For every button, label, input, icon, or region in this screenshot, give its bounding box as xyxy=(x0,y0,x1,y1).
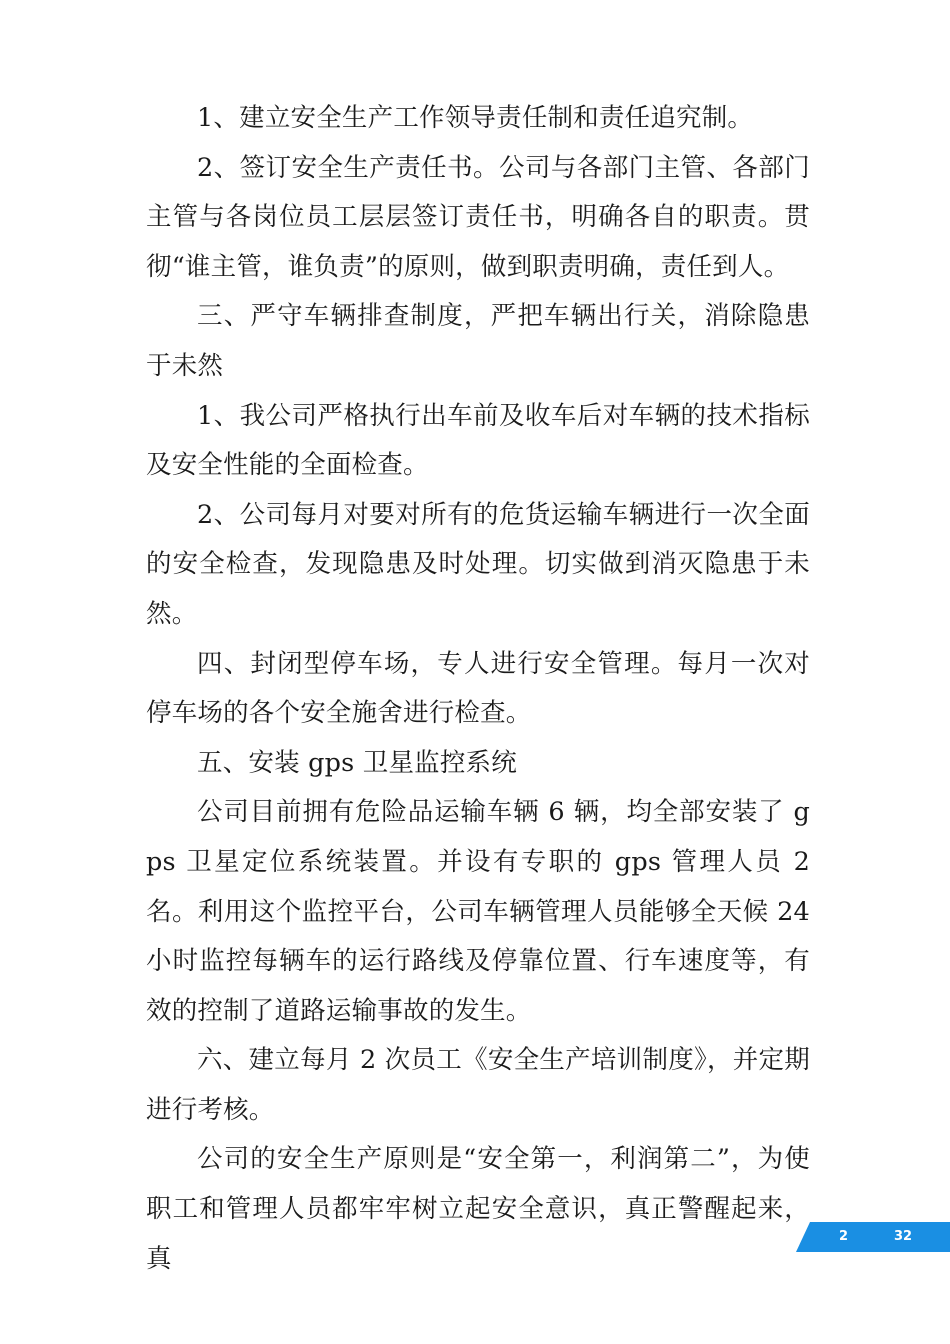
section-heading-6: 六、建立每月 2 次员工《安全生产培训制度》，并定期进行考核。 xyxy=(146,1045,810,1125)
paragraph-3-1: 1、我公司严格执行出车前及收车后对车辆的技术指标及安全性能的全面检查。 xyxy=(146,400,810,481)
paragraph-3-2: 2、公司每月对要对所有的危货运输车辆进行一次全面的安全检查，发现隐患及时处理。切实做到消灭隐患于未然。 xyxy=(146,499,810,629)
footer-band-shape xyxy=(796,1222,950,1252)
document-body xyxy=(146,94,810,1284)
paragraph-1: 1、建立安全生产工作领导责任制和责任追究制。 xyxy=(197,103,754,133)
paragraph-principle: 公司的安全生产原则是“安全第一，利润第二”，为使职工和管理人员都牢牢树立起安全意识，真正警醒起来，真 xyxy=(146,1144,810,1274)
paragraph-2: 2、签订安全生产责任书。公司与各部门主管、各部门主管与各岗位员工层层签订责任书，明确各自的职责。贯彻“谁主管，谁负责”的原则，做到职责明确，责任到人。 xyxy=(146,152,810,282)
section-heading-4: 四、封闭型停车场，专人进行安全管理。每月一次对停车场的各个安全施舍进行检查。 xyxy=(146,648,810,729)
page-total: 32 xyxy=(894,1229,913,1244)
page-number: 2 xyxy=(839,1229,849,1244)
paragraph-gps: 公司目前拥有危险品运输车辆 6 辆，均全部安装了 gps 卫星定位系统装置。并设有专职的 gps 管理人员 2 名。利用这个监控平台，公司车辆管理人员能够全天候 24 小时监控每辆车的运行路线及停靠位置、行车速度等，有效的控制了道路运输事故的发生。 xyxy=(146,797,810,1026)
page-footer-band xyxy=(796,1222,950,1252)
section-heading-3: 三、严守车辆排查制度，严把车辆出行关，消除隐患于未然 xyxy=(146,301,810,381)
section-heading-5: 五、安装 gps 卫星监控系统 xyxy=(197,747,517,778)
